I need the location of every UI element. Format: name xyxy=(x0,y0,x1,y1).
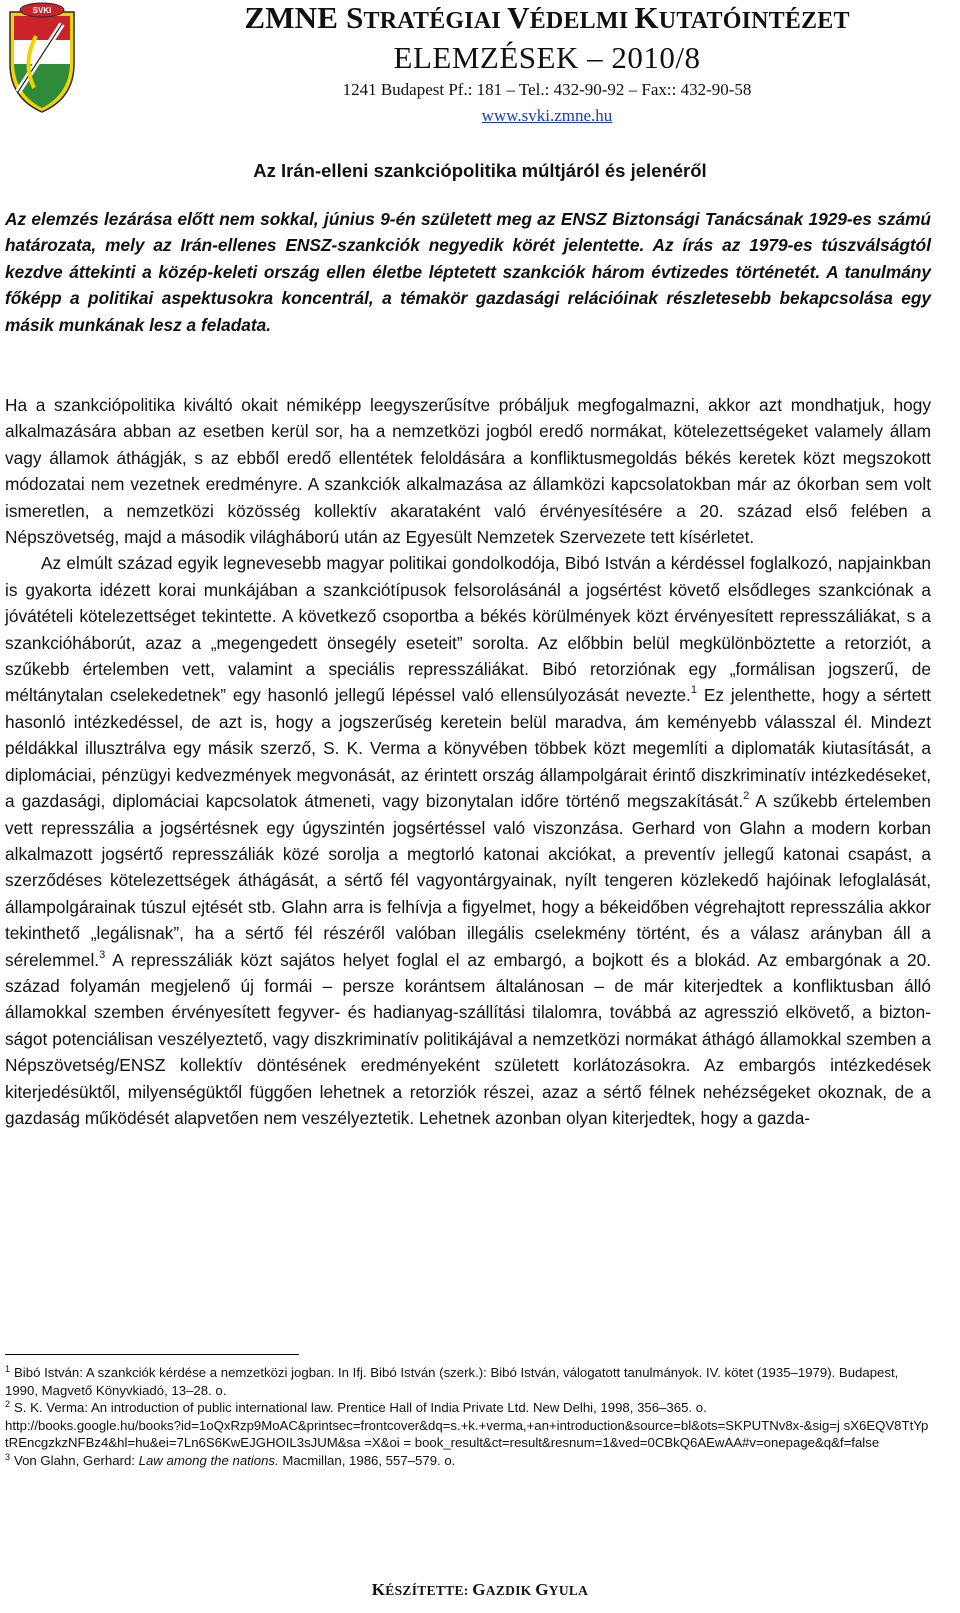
body-paragraph-1: Ha a szankciópolitika kiváltó okait némiképp leegyszerűsítve próbáljuk megfogalmazni, akkor azt mondhatjuk, hogy alkalmazására abban az esetben kerül sor, ha a nemzetközi jogból eredő normákat, kötelezettségeket valamely állam vagy államok áthágják, s az ebből eredő ellentétek feloldására a konfliktusmegoldás békés keretek közt megszokott módozatai nem vezetnek eredményre. A szankciók alkalmazása az államközi kapcsolatokban már az ókorban sem volt ismeretlen, a nemzetközi közösség kollektív akarataként való érvényesítésére a 20. század első felében a Népszövetség, majd a második világháború után az Egyesült Nemzetek Szervezete tett kísérletet. xyxy=(5,395,931,548)
footnote-2: $^2$ S. K. Verma: An introduction of public international law. Prentice Hall of India Private Ltd. New Delhi, 1998, 356–365. o. http://books.google.hu/books?id=1oQxRzp9MoAC&printsec=frontcover&dq=s.+k.+verma,+an+introduction&source=bl&ots=SKPUTNv8x-&sig=j sX6EQV8TtYptREncgzkzNFBz4&hl=hu&ei=7Ln6S6KwEJGHOIL3sJUM&sa =X&oi = book_result&ct=result&resnum=1&ved=0CBkQ6AEwAA#v=onepage&q&f=false xyxy=(5,1399,931,1452)
footnote-ref-1[interactable]: 1 xyxy=(690,684,697,697)
address-line: 1241 Budapest Pf.: 181 – Tel.: 432-90-92 – Fax:: 432-90-58 xyxy=(342,80,752,99)
series-label: ELEMZÉSEK – 2010/8 xyxy=(393,40,701,75)
footnote-separator xyxy=(5,1354,299,1355)
svki-logo xyxy=(4,2,80,114)
lead-abstract xyxy=(5,206,931,338)
footnote-3: $^3$ Von Glahn, Gerhard: Law among the nations. Macmillan, 1986, 557–579. o. xyxy=(5,1451,456,1468)
lead-paragraph: Az elemzés lezárása előtt nem sokkal, június 9-én született meg az ENSZ Biztonsági Tanácsának 1929-es számú határozata, mely az Irán-ellenes ENSZ-szankciók negyedik körét jelentette. Az írás az 1979-es túszválságtól kezdve áttekinti a közép-keleti ország ellen életbe léptetett szankciók három évtizedes történetét. A tanulmány főképp a politikai aspektusokra koncentrál, a témakör gazdasági relációinak részletesebb bekapcsolása egy másik munkának lesz a feladata. xyxy=(5,209,931,335)
svg-text:SVKI: SVKI xyxy=(32,6,52,15)
footnotes xyxy=(5,1364,931,1470)
author-footer: KÉSZÍTETTE: GAZDIK GYULA xyxy=(371,1580,589,1599)
organization-title: ZMNE STRATÉGIAI VÉDELMI KUTATÓINTÉZET xyxy=(244,0,850,35)
body-paragraph-2: Az elmúlt század egyik legnevesebb magyar politikai gondolkodója, Bibó István a kérdéssel foglalkozó, napjainkban is gyakorta idézett korai munkájában a szankciótípusok felsorolásánál a jogsértést követő elsődleges szankciónak a jóvátételi kötelezettséget tekintette. A következő csoportba a békés körülmények közt érvényesített represszáliákat, s a szankcióháborút, azaz a „megengedett önsegély eseteit” sorolta. Az előbbin belül megkülönböztette a retorziót, a szűkebb értelemben vett, valamint a speciális represszáliákat. Bibó retorziónak egy „formálisan jogszerű, de méltánytalan cselekedetnek” egy hasonló jellegű lépéssel való ellensúlyozását nevezte.$^1$ Ez jelenthette, hogy a sértett hasonló intézkedéssel, de azt is, hogy a jogszerűség keretein belül maradva, ám keményebb válasszal él. Mindezt példákkal illusztrálva egy másik szerző, S. K. Verma a könyvében többek közt megemlíti a diplomaták kiutasítását, a diplomáciai, pénzügyi kedvezmények megvonását, az érintett ország állampolgárait érintő diszkriminatív intézkedéseket, a gazdasági, diplomáciai kapcsolatok átmeneti, vagy bizonytalan időre történő megszakítását.$^2$ A szűkebb értelemben vett represszália a jogsértésnek egy úgyszintén jogsértéssel való viszonzása. Gerhard von Glahn a modern korban alkalmazott jogsértő represszáliák közé sorolja a megtorló katonai akciókat, a preventív jellegű katonai csapást, a szerződéses kötelezettségek áthágását, a sértő fél vagyontárgyainak, nyílt tengeren közlekedő hajóinak lefoglalását, állampolgárainak túszul ejtését stb. Glahn arra is felhívja a figyelmet, hogy a békeidőben végrehajtott represszália akkor tekinthető „legálisnak”, ha a sértő fél részéről valóban illegális cselekmény történt, és a válasz arányban áll a sérelemmel.$^3$ A represszáliák közt sajátos helyet foglal el az embargó, a bojkott és a blokád. Az embargónak a 20. század folyamán megjelenő új formái – persze korántsem általánosan – de már kiterjedtek a konfliktusban álló államokkal szemben érvényesített fegyver- és hadianyag-szállítási tilalomra, továbbá az agresszió elkövető, a biztonságot potenciálisan veszélyeztető, vagy diszkriminatív politikájával a nemzetközi normákat áthágó államokkal szemben a Népszövetség/ENSZ kollektív döntésének eredményeként született korlátozásokra. Az embargós intézkedések kiterjedésüktől, milyenségüktől függően lehetnek a retorziók részei, azaz a sértő félnek nehézségeket okoznak, de a gazdaság működését alapvetően nem veszélyeztetik. Lehetnek azonban olyan kiterjedtek, hogy a gazda- xyxy=(5,553,931,1128)
footnote-1: $^1$ Bibó István: A szankciók kérdése a nemzetközi jogban. In Ifj. Bibó István (szerk.): Bibó István, válogatott tanulmányok. IV. kötet (1935–1979). Budapest, 1990, Magvető Könyvkiadó, 13–28. o. xyxy=(5,1364,899,1398)
footnote-2-url[interactable]: http://books.google.hu/books?id=1oQxRzp9MoAC&printsec=frontcover&dq=s.+k.+verma,+an+introduction&source=bl&ots=SKPUTNv8x-&sig=j sX6EQV8TtYptREncgzkzNFBz4&hl=hu&ei=7Ln6S6KwEJGHOIL3sJUM&sa =X&oi = book_result&ct=result&resnum=1&ved=0CBkQ6AEwAA#v=onepage&q&f=false xyxy=(5,1417,929,1451)
document-title: Az Irán-elleni szankciópolitika múltjáról és jelenéről xyxy=(253,160,707,181)
body-text xyxy=(5,392,931,1131)
footnote-ref-2[interactable]: 2 xyxy=(743,790,750,803)
website-link[interactable]: www.svki.zmne.hu xyxy=(481,106,613,125)
footnote-ref-3[interactable]: 3 xyxy=(99,948,106,961)
